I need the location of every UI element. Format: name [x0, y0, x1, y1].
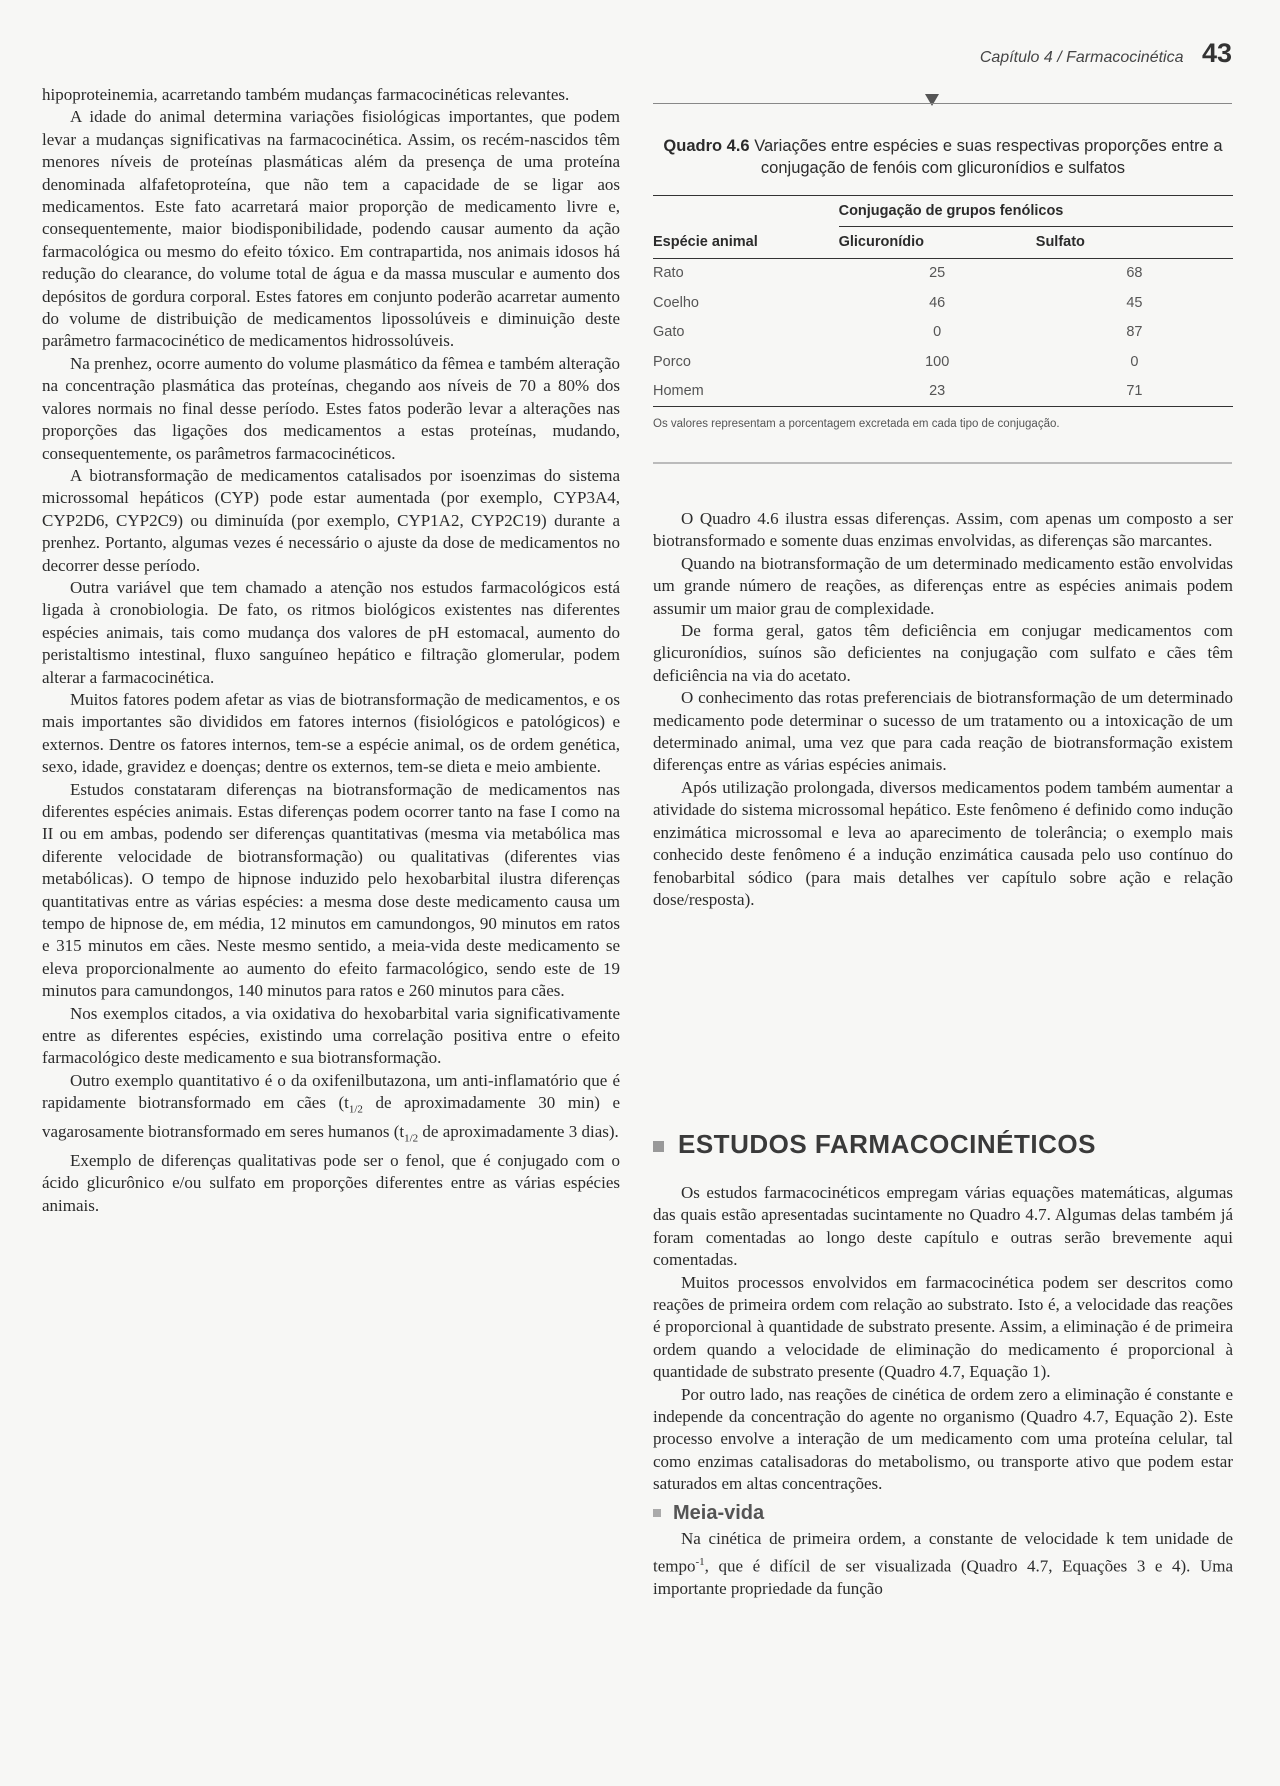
table-row: Rato 25 68	[653, 265, 1143, 282]
quadro-box	[653, 135, 1233, 435]
paragraph: Outra variável que tem chamado a atenção nos estudos farmacológicos está ligada à cronobiologia. De fato, os ritmos biológicos existentes nas diferentes espécies animais, tais como mudança dos valores de pH estomacal, aumento do peristaltismo intestinal, fluxo sanguíneo hepático e filtração glomerular, podem alterar a farmacocinética.	[42, 577, 620, 687]
section-body	[653, 1182, 1233, 1600]
paragraph: Após utilização prolongada, diversos medicamentos podem também aumentar a atividade do sistema microssomal hepático. Este fenômeno é definido como indução enzimática microssomal e leva ao aparecimento de tolerância; o exemplo mais conhecido deste fenômeno é a indução enzimática causada pelo uso contínuo do fenobarbital sódico (para mais detalhes ver capítulo sobre ação e relação dose/resposta).	[653, 777, 1233, 909]
quadro-table	[653, 195, 1233, 407]
paragraph: Estudos constataram diferenças na biotransformação de medicamentos nas diferentes espécies animais. Estas diferenças podem ocorrer tanto na fase I como na II ou em ambas, podendo ser diferenças quantitativas (mesma via metabólica mas diferente velocidade de biotransformação) ou qualitativas (diferentes vias metabólicas). O tempo de hipnose induzido pelo hexobarbital ilustra diferenças quantitativas entre as várias espécies: a mesma dose deste medicamento causa um tempo de hipnose de, em média, 12 minutos em camundongos, 90 minutos em ratos e 315 minutos em cães. Neste mesmo sentido, a meia-vida deste medicamento se eleva proporcionalmente ao aumento do efeito farmacológico, sendo este de 19 minutos para camundongos, 140 minutos para ratos e 260 minutos para cães.	[42, 779, 620, 1001]
quadro-title: Quadro 4.6 Variações entre espécies e suas respectivas proporções entre a conjugação de fenóis com glicuronídios e sulfatos	[663, 137, 1223, 177]
left-column	[42, 84, 620, 1217]
paragraph: Os estudos farmacocinéticos empregam várias equações matemáticas, algumas das quais estão apresentadas sucintamente no Quadro 4.7. Algumas delas também já foram comentadas ao longo deste capítulo e outras serão brevemente aqui comentadas.	[653, 1183, 1233, 1270]
paragraph: Nos exemplos citados, a via oxidativa do hexobarbital varia significativamente entre as diferentes espécies, existindo uma correlação positiva entre o efeito farmacológico deste medicamento e sua biotransformação.	[42, 1003, 620, 1068]
paragraph: Quando na biotransformação de um determinado medicamento estão envolvidas um grande número de reações, as diferenças entre as espécies animais podem assumir um maior grau de complexidade.	[653, 553, 1233, 618]
column-header: Espécie animal	[653, 227, 839, 258]
subsection-heading: Meia-vida	[653, 1502, 1233, 1524]
paragraph: Na cinética de primeira ordem, a constante de velocidade k tem unidade de tempo$^{-1}$, que é difícil de ser visualizada (Quadro 4.7, Equações 3 e 4). Uma importante propriedade da função	[653, 1529, 1233, 1598]
table-row: Coelho 46 45	[653, 294, 1143, 311]
paragraph: Exemplo de diferenças qualitativas pode ser o fenol, que é conjugado com o ácido glicurônico e/ou sulfato em proporções diferentes entre as várias espécies animais.	[42, 1150, 620, 1215]
paragraph: Outro exemplo quantitativo é o da oxifenilbutazona, um anti-inflamatório que é rapidamente biotransformado em cães ($t_{1/2}$ de aproximadamente 30 min) e vagarosamente biotransformado em seres humanos ($t_{1/2}$ de aproximadamente 3 dias).	[42, 1070, 620, 1145]
chapter-title: Capítulo 4 / Farmacocinética	[979, 49, 1184, 66]
page-number: 43	[1201, 38, 1232, 68]
group-header: Conjugação de grupos fenólicos	[839, 196, 1233, 227]
paragraph: hipoproteinemia, acarretando também mudanças farmacocinéticas relevantes.	[42, 85, 570, 104]
square-bullet-icon	[653, 1141, 664, 1152]
section-heading: ESTUDOS FARMACOCINÉTICOS	[653, 1129, 1233, 1160]
page-header	[660, 38, 1232, 69]
column-header: Sulfato	[1036, 227, 1233, 258]
right-column	[653, 508, 1233, 911]
paragraph: De forma geral, gatos têm deficiência em conjugar medicamentos com glicuronídios, suínos são deficientes na conjugação com sulfato e cães têm deficiência na via do acetato.	[653, 621, 1233, 685]
paragraph: A biotransformação de medicamentos catalisados por isoenzimas do sistema microssomal hepáticos (CYP) pode estar aumentada (por exemplo, CYP3A4, CYP2D6, CYP2C9) ou diminuída (por exemplo, CYP1A2, CYP2C19) durante a prenhez. Portanto, algumas vezes é necessário o ajuste da dose de medicamentos no decorrer desse período.	[42, 465, 620, 575]
table-row: Homem 23 71	[653, 376, 1233, 406]
square-bullet-icon	[653, 1509, 661, 1517]
column-header: Glicuronídio	[839, 227, 1036, 258]
table-row: Gato 0 87	[653, 324, 1143, 341]
table-row: Porco 100 0	[653, 353, 1139, 370]
paragraph: Por outro lado, nas reações de cinética de ordem zero a eliminação é constante e independe da concentração do agente no organismo (Quadro 4.7, Equação 2). Este processo envolve a interação de um medicamento com uma proteína celular, tal como enzimas catalisadoras do metabolismo, ou transporte ativo que podem estar saturados em altas concentrações.	[653, 1384, 1233, 1494]
triangle-marker-icon	[925, 94, 939, 106]
table-footnote: Os valores representam a porcentagem excretada em cada tipo de conjugação.	[653, 417, 1060, 430]
quadro-bottom-rule	[653, 462, 1232, 464]
paragraph: Muitos fatores podem afetar as vias de biotransformação de medicamentos, e os mais importantes são divididos em fatores internos (fisiológicos e patológicos) e externos. Dentre os fatores internos, tem-se a espécie animal, os de ordem genética, sexo, idade, gravidez e doenças; dentre os externos, tem-se dieta e meio ambiente.	[42, 689, 620, 777]
paragraph: A idade do animal determina variações fisiológicas importantes, que podem levar a mudanças significativas na farmacocinética. Assim, os recém-nascidos têm menores níveis de proteínas plasmáticas além da presença de uma proteína denominada alfafetoproteína, que não tem a capacidade de se ligar aos medicamentos. Este fato acarretará maior proporção de medicamento livre e, consequentemente, maior biodisponibilidade, podendo causar aumento da ação farmacológica ou mesmo do efeito tóxico. Em contrapartida, nos animais idosos há redução do clearance, do volume total de água e da massa muscular e aumento dos depósitos de gordura corporal. Estes fatores em conjunto poderão acarretar aumento do volume de distribuição de medicamentos lipossolúveis e diminuição deste parâmetro farmacocinético de medicamentos hidrossolúveis.	[42, 107, 620, 351]
paragraph: O Quadro 4.6 ilustra essas diferenças. Assim, com apenas um composto a ser biotransformado e somente duas enzimas envolvidas, as diferenças são marcantes.	[653, 509, 1233, 551]
paragraph: O conhecimento das rotas preferenciais de biotransformação de um determinado medicamento pode determinar o sucesso de um tratamento ou a intoxicação de um determinado animal, uma vez que para cada reação de biotransformação existem diferenças entre as várias espécies animais.	[653, 688, 1233, 775]
paragraph: Muitos processos envolvidos em farmacocinética podem ser descritos como reações de primeira ordem com relação ao substrato. Isto é, a velocidade das reações é proporcional à quantidade de substrato presente. Assim, a eliminação é de primeira ordem quando a velocidade de eliminação do medicamento é proporcional à quantidade de substrato presente (Quadro 4.7, Equação 1).	[653, 1272, 1233, 1382]
paragraph: Na prenhez, ocorre aumento do volume plasmático da fêmea e também alteração na concentração plasmática das proteínas, chegando aos níveis de 70 a 80% dos valores normais no final desse período. Estes fatos poderão levar a alterações nas proporções das ligações dos medicamentos a estas proteínas, mudando, consequentemente, os parâmetros farmacocinéticos.	[42, 353, 620, 463]
quadro-top-rule	[653, 103, 1232, 104]
